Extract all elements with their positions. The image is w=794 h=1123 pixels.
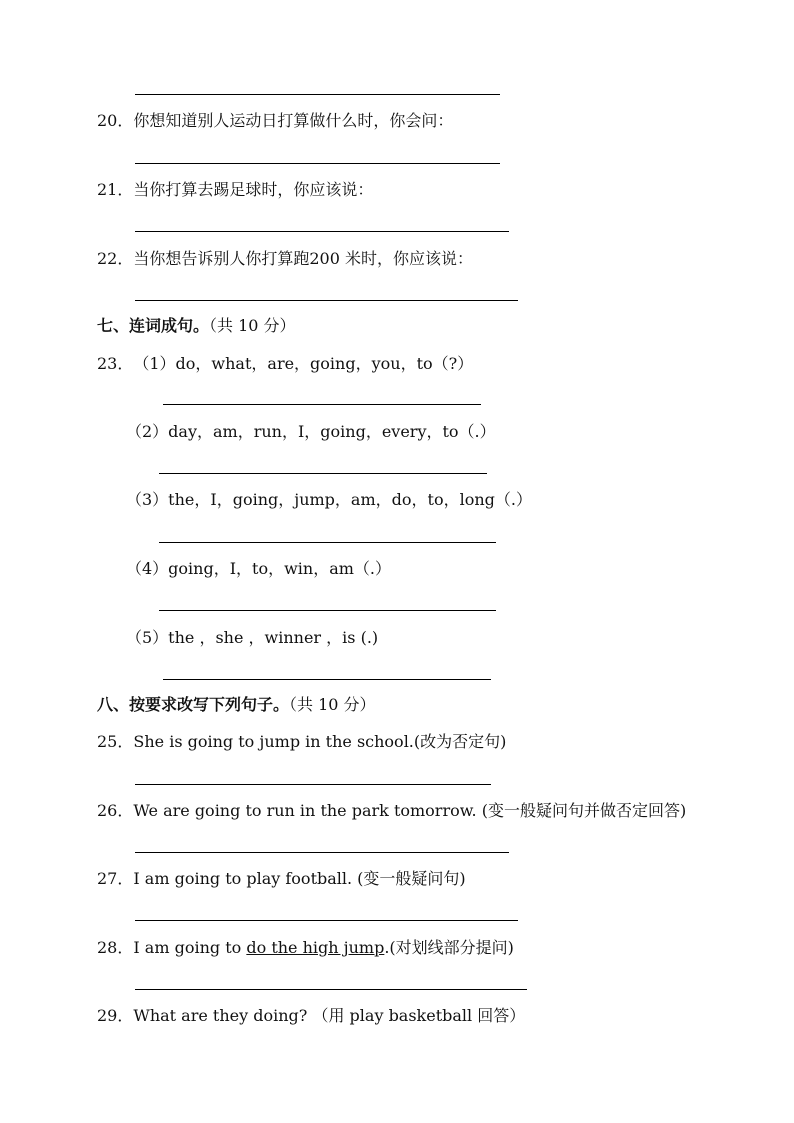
question-20 — [97, 111, 453, 131]
question-number: 23． — [97, 354, 134, 373]
answer-line[interactable] — [135, 920, 518, 921]
answer-line[interactable] — [135, 989, 527, 990]
answer-line[interactable] — [159, 542, 496, 543]
question-number: 21． — [97, 180, 134, 199]
section-title: 八、按要求改写下列句子。 — [97, 695, 290, 714]
scramble-item: （2）day，am，run，I，going，every，to（.） — [126, 422, 496, 441]
question-text: We are going to run in the park tomorrow. (变一般疑问句并做否定回答) — [133, 801, 687, 820]
question-number: 27． — [97, 869, 134, 888]
question-number: 22． — [97, 249, 134, 268]
answer-line[interactable] — [135, 163, 500, 164]
section-7-heading — [97, 316, 296, 336]
answer-line[interactable] — [135, 300, 518, 301]
scramble-item: （1）do，what，are，going，you，to（?） — [133, 354, 474, 373]
question-number: 25． — [97, 732, 134, 751]
scramble-item: （4）going，I，to，win，am（.） — [126, 559, 392, 578]
question-29 — [97, 1006, 525, 1026]
question-text: 当你想告诉别人你打算跑200 米时，你应该说： — [133, 249, 474, 268]
question-28 — [97, 938, 514, 958]
question-number: 20． — [97, 111, 134, 130]
question-text-pre: I am going to — [133, 938, 247, 957]
section-score: （共 10 分） — [209, 316, 296, 335]
answer-line[interactable] — [135, 231, 509, 232]
question-23 — [97, 354, 473, 374]
question-text-post: .(对划线部分提问) — [384, 938, 514, 957]
answer-line[interactable] — [159, 610, 496, 611]
underlined-phrase: do the high jump — [246, 938, 385, 957]
question-text: 当你打算去踢足球时，你应该说： — [133, 180, 374, 199]
answer-line[interactable] — [135, 94, 500, 95]
scramble-item: （3）the，I，going，jump，am，do，to，long（.） — [126, 490, 532, 509]
question-21 — [97, 180, 373, 200]
section-score: （共 10 分） — [289, 695, 376, 714]
answer-line[interactable] — [135, 784, 491, 785]
answer-line[interactable] — [163, 679, 491, 680]
question-text: What are they doing? （用 play basketball 回答） — [133, 1006, 526, 1025]
question-text: I am going to play football. (变一般疑问句) — [133, 869, 466, 888]
scramble-item: （5）the ，she ，winner ，is (.) — [126, 628, 379, 647]
answer-line[interactable] — [159, 473, 487, 474]
question-text: She is going to jump in the school.(改为否定句) — [133, 732, 507, 751]
question-26 — [97, 801, 686, 821]
question-22 — [97, 249, 473, 269]
question-27 — [97, 869, 466, 889]
answer-line[interactable] — [135, 852, 509, 853]
question-text: 你想知道别人运动日打算做什么时，你会问： — [133, 111, 454, 130]
question-number: 26． — [97, 801, 134, 820]
section-title: 七、连词成句。 — [97, 316, 210, 335]
question-number: 28． — [97, 938, 134, 957]
question-number: 29． — [97, 1006, 134, 1025]
answer-line[interactable] — [163, 404, 481, 405]
question-25 — [97, 732, 506, 752]
section-8-heading — [97, 695, 376, 715]
